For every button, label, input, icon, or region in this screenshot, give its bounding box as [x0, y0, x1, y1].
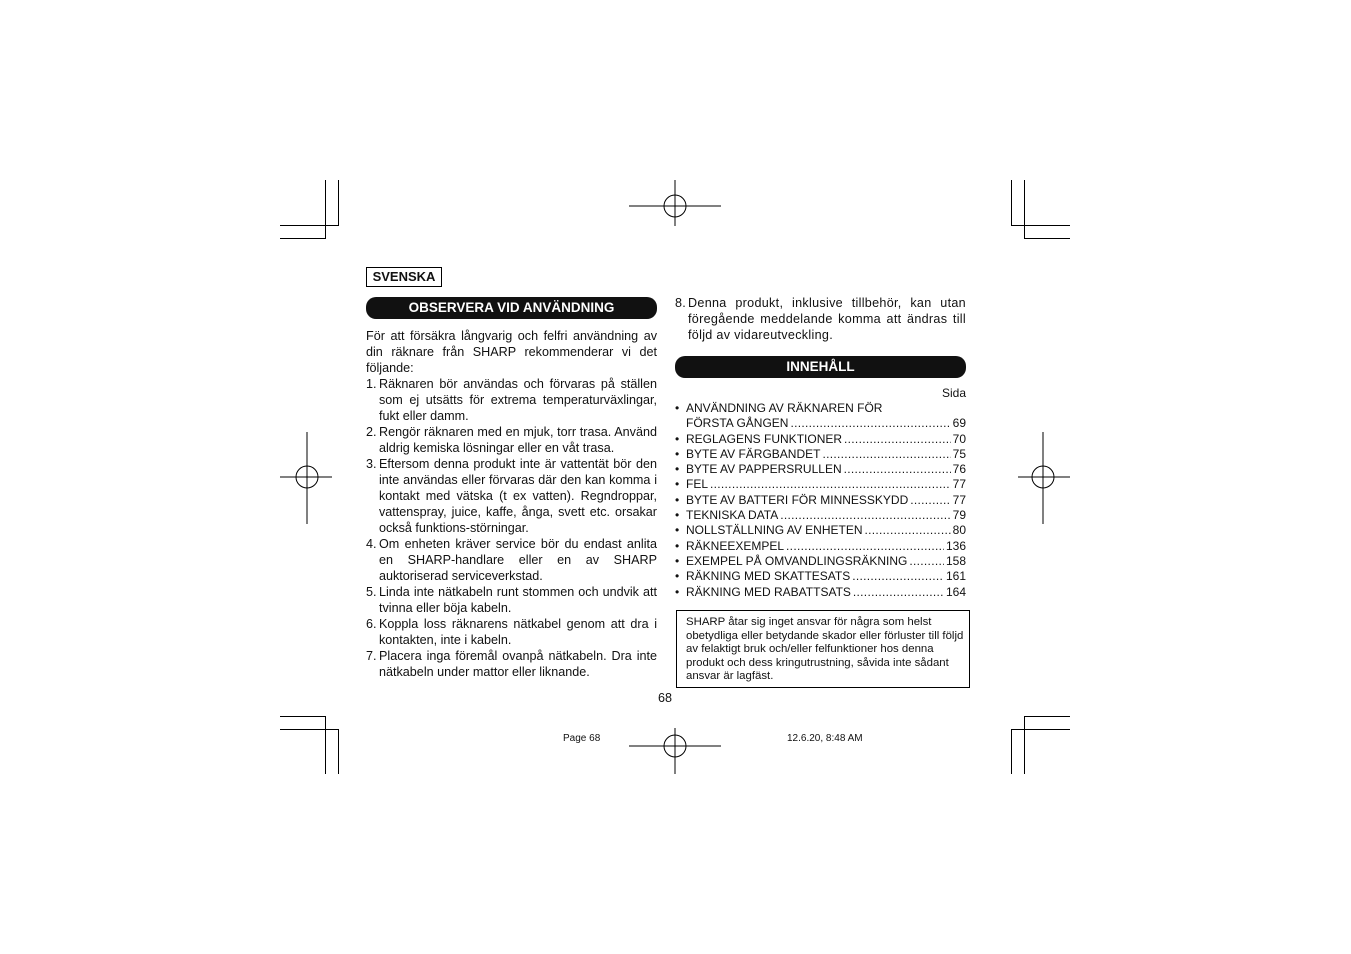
page-column-header: Sida — [941, 386, 966, 400]
bullet-icon: • — [675, 401, 680, 415]
toc-entry-label: RÄKNING MED RABATTSATS — [686, 584, 851, 599]
toc-entry-page: 77 — [952, 492, 966, 507]
toc-entry — [675, 447, 966, 462]
list-item-number: 3. — [366, 457, 377, 471]
toc-entry — [675, 585, 966, 600]
toc-entry-line1: ANVÄNDNING AV RÄKNAREN FÖR — [686, 401, 883, 415]
list-item — [366, 424, 657, 456]
list-item — [366, 376, 657, 424]
toc-entry-page: 79 — [952, 508, 966, 523]
toc-entry-label: FEL — [686, 477, 709, 492]
toc-entry-page: 80 — [952, 523, 966, 538]
toc-entry — [675, 508, 966, 523]
toc-entry — [675, 569, 966, 584]
list-item-text: Rengör räknaren med en mjuk, torr trasa. Använd aldrig kemiska lösningar eller en våt trasa. — [379, 425, 657, 455]
toc-entry-page: 136 — [945, 538, 966, 553]
toc-entry-page: 158 — [945, 553, 966, 568]
toc-entry — [675, 493, 966, 508]
page-number: 68 — [657, 691, 672, 705]
table-of-contents — [675, 401, 966, 600]
toc-entry-page: 69 — [952, 416, 966, 431]
list-item-text: Denna produkt, inklusive tillbehör, kan utan föregående meddelande komma att ändras till följd av vidareutveckling. — [688, 296, 966, 342]
disclaimer-box: SHARP åtar sig inget ansvar för några som helst obetydliga eller betydande skador eller förluster till följd av felaktigt bruk och/eller felfunktioner hos denna produkt och dess kringutrustning, såvida inte sådant ansvar är lagfäst. — [676, 610, 970, 688]
list-item — [675, 295, 966, 343]
toc-entry-label: FÖRSTA GÅNGEN — [686, 416, 789, 431]
list-item — [366, 536, 657, 584]
list-item — [366, 616, 657, 648]
footer-page-label: Page 68 — [563, 733, 601, 744]
toc-entry — [675, 539, 966, 554]
toc-entry-page: 161 — [945, 569, 966, 584]
list-item-text: Räknaren bör användas och förvaras på ställen som ej utsätts för extrema temperaturväxlingar, fukt eller damm. — [379, 377, 657, 423]
list-item — [366, 584, 657, 616]
toc-entry — [675, 401, 966, 432]
toc-entry-page: 76 — [952, 462, 966, 477]
bullet-icon: • — [675, 569, 680, 584]
footer-timestamp: 12.6.20, 8:48 AM — [787, 733, 863, 744]
toc-entry-label: RÄKNING MED SKATTESATS — [686, 569, 851, 584]
care-instructions-list — [366, 376, 657, 680]
toc-entry-label: BYTE AV FÄRGBANDET — [686, 446, 821, 461]
list-item-text: Linda inte nätkabeln runt stommen och undvik att tvinna eller böja kabeln. — [379, 585, 657, 615]
section-title-innehall: INNEHÅLL — [675, 356, 966, 378]
bullet-icon: • — [675, 446, 680, 461]
list-item-number: 7. — [366, 649, 377, 663]
list-item-text: Om enheten kräver service bör du endast anlita en SHARP-handlare eller en av SHARP auktoriserad serviceverkstad. — [379, 537, 657, 583]
section-intro: För att försäkra långvarig och felfri användning av din räknare från SHARP rekommenderar vi det följande: — [366, 329, 657, 375]
language-label: SVENSKA — [366, 267, 442, 287]
toc-entry-page: 164 — [945, 584, 966, 599]
registration-mark-left — [280, 432, 332, 524]
toc-entry-label: EXEMPEL PÅ OMVANDLINGSRÄKNING — [686, 553, 908, 568]
list-item-text: Placera inga föremål ovanpå nätkabeln. Dra inte nätkabeln under mattor eller liknande. — [379, 649, 657, 679]
list-item-number: 4. — [366, 537, 377, 551]
list-item-number: 5. — [366, 585, 377, 599]
list-item-number: 1. — [366, 377, 377, 391]
bullet-icon: • — [675, 492, 680, 507]
list-item-number: 2. — [366, 425, 377, 439]
bullet-icon: • — [675, 462, 680, 477]
bullet-icon: • — [675, 584, 680, 599]
list-item-number: 8. — [675, 296, 687, 310]
toc-entry — [675, 432, 966, 447]
toc-entry-page: 70 — [952, 431, 966, 446]
registration-mark-right — [1018, 432, 1070, 524]
section-title-observera: OBSERVERA VID ANVÄNDNING — [366, 297, 657, 319]
toc-entry — [675, 554, 966, 569]
toc-entry-label: REGLAGENS FUNKTIONER — [686, 431, 843, 446]
toc-entry-page: 77 — [952, 477, 966, 492]
bullet-icon: • — [675, 431, 680, 446]
bullet-icon: • — [675, 538, 680, 553]
bullet-icon: • — [675, 553, 680, 568]
registration-mark-bottom — [629, 728, 721, 774]
bullet-icon: • — [675, 477, 680, 492]
toc-entry-label: BYTE AV PAPPERSRULLEN — [686, 462, 842, 477]
toc-entry — [675, 462, 966, 477]
list-item-number: 6. — [366, 617, 377, 631]
registration-mark-top — [629, 180, 721, 226]
toc-entry-label: NOLLSTÄLLNING AV ENHETEN — [686, 523, 863, 538]
list-item — [366, 456, 657, 536]
bullet-icon: • — [675, 508, 680, 523]
list-item-text: Koppla loss räknarens nätkabel genom att dra i kontakten, inte i kabeln. — [379, 617, 657, 647]
toc-entry — [675, 477, 966, 492]
toc-entry — [675, 523, 966, 538]
list-item — [366, 648, 657, 680]
list-item-text: Eftersom denna produkt inte är vattentät bör den inte användas eller förvaras där den kan komma i kontakt med vätska (t ex vatten). Regndroppar, vattenspray, juice, kaffe, ånga, svett etc. orsakar också funktions-störningar. — [379, 457, 657, 535]
toc-entry-label: RÄKNEEXEMPEL — [686, 538, 785, 553]
bullet-icon: • — [675, 523, 680, 538]
toc-entry-label: BYTE AV BATTERI FÖR MINNESSKYDD — [686, 492, 909, 507]
toc-entry-label: TEKNISKA DATA — [686, 508, 779, 523]
toc-entry-page: 75 — [952, 446, 966, 461]
